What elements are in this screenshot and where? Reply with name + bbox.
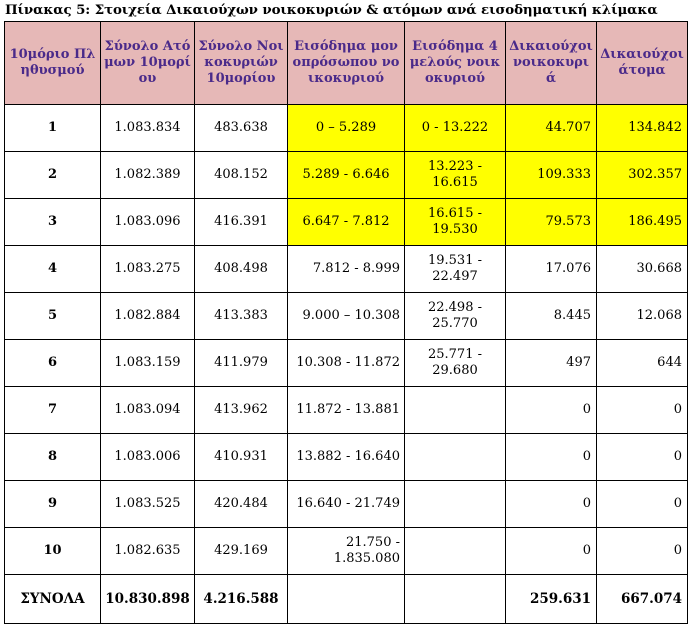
cell-persons: 1.083.525	[101, 481, 195, 528]
cell-income-single: 10.308 - 11.872	[288, 340, 405, 387]
totals-row	[5, 575, 688, 624]
cell-income-four: 22.498 - 25.770	[405, 293, 506, 340]
table-caption: Πίνακας 5: Στοιχεία Δικαιούχων νοικοκυριών & ατόμων ανά εισοδηματική κλίμακα	[5, 2, 658, 18]
cell-eligible-households: 0	[506, 387, 597, 434]
table-row	[5, 152, 688, 199]
cell-eligible-persons: 186.495	[597, 199, 688, 246]
cell-persons: 1.083.006	[101, 434, 195, 481]
table-row	[5, 340, 688, 387]
cell-eligible-households: 497	[506, 340, 597, 387]
beneficiaries-table	[4, 21, 688, 624]
table-row	[5, 481, 688, 528]
cell-income-single: 6.647 - 7.812	[288, 199, 405, 246]
cell-income-four: 19.531 - 22.497	[405, 246, 506, 293]
totals-label: ΣΥΝΟΛΑ	[5, 575, 101, 624]
cell-decile: 1	[5, 105, 101, 152]
cell-households: 416.391	[195, 199, 288, 246]
cell-income-four: 0 - 13.222	[405, 105, 506, 152]
cell-decile: 4	[5, 246, 101, 293]
table-row	[5, 246, 688, 293]
cell-households: 429.169	[195, 528, 288, 575]
cell-decile: 10	[5, 528, 101, 575]
cell-income-four	[405, 387, 506, 434]
cell-eligible-persons: 644	[597, 340, 688, 387]
header-eligible-persons: Δικαιούχοι άτομα	[597, 22, 688, 105]
cell-households: 411.979	[195, 340, 288, 387]
cell-eligible-persons: 30.668	[597, 246, 688, 293]
cell-eligible-households: 109.333	[506, 152, 597, 199]
cell-income-four	[405, 528, 506, 575]
totals-households: 4.216.588	[195, 575, 288, 624]
header-households: Σύνολο Νοικοκυριών 10μορίου	[195, 22, 288, 105]
cell-eligible-households: 79.573	[506, 199, 597, 246]
cell-income-single: 0 – 5.289	[288, 105, 405, 152]
totals-persons: 10.830.898	[101, 575, 195, 624]
cell-income-single: 9.000 – 10.308	[288, 293, 405, 340]
cell-eligible-households: 0	[506, 528, 597, 575]
cell-decile: 9	[5, 481, 101, 528]
cell-eligible-persons: 134.842	[597, 105, 688, 152]
cell-decile: 5	[5, 293, 101, 340]
cell-households: 408.152	[195, 152, 288, 199]
header-income-single: Εισόδημα μονοπρόσωπου νοικοκυριού	[288, 22, 405, 105]
cell-persons: 1.082.884	[101, 293, 195, 340]
table-row	[5, 199, 688, 246]
cell-income-four: 13.223 - 16.615	[405, 152, 506, 199]
table-row	[5, 387, 688, 434]
cell-income-single: 13.882 - 16.640	[288, 434, 405, 481]
cell-persons: 1.083.275	[101, 246, 195, 293]
cell-decile: 8	[5, 434, 101, 481]
cell-decile: 7	[5, 387, 101, 434]
header-decile: 10μόριο Πληθυσμού	[5, 22, 101, 105]
cell-eligible-persons: 12.068	[597, 293, 688, 340]
cell-income-four	[405, 434, 506, 481]
cell-persons: 1.082.635	[101, 528, 195, 575]
totals-eligible-persons: 667.074	[597, 575, 688, 624]
cell-income-single: 5.289 - 6.646	[288, 152, 405, 199]
cell-income-single: 21.750 - 1.835.080	[288, 528, 405, 575]
table-row	[5, 293, 688, 340]
cell-households: 483.638	[195, 105, 288, 152]
cell-decile: 2	[5, 152, 101, 199]
cell-income-single: 7.812 - 8.999	[288, 246, 405, 293]
totals-income-four	[405, 575, 506, 624]
header-row	[5, 22, 688, 105]
cell-decile: 6	[5, 340, 101, 387]
cell-persons: 1.083.096	[101, 199, 195, 246]
cell-eligible-persons: 302.357	[597, 152, 688, 199]
cell-persons: 1.083.094	[101, 387, 195, 434]
cell-persons: 1.082.389	[101, 152, 195, 199]
cell-income-four: 25.771 - 29.680	[405, 340, 506, 387]
cell-households: 413.383	[195, 293, 288, 340]
cell-persons: 1.083.159	[101, 340, 195, 387]
table-row	[5, 434, 688, 481]
cell-eligible-persons: 0	[597, 528, 688, 575]
cell-eligible-households: 8.445	[506, 293, 597, 340]
cell-households: 420.484	[195, 481, 288, 528]
cell-income-four: 16.615 - 19.530	[405, 199, 506, 246]
cell-households: 410.931	[195, 434, 288, 481]
table-row	[5, 105, 688, 152]
cell-households: 413.962	[195, 387, 288, 434]
header-eligible-households: Δικαιούχοι νοικοκυριά	[506, 22, 597, 105]
cell-eligible-households: 17.076	[506, 246, 597, 293]
cell-persons: 1.083.834	[101, 105, 195, 152]
table-row	[5, 528, 688, 575]
cell-eligible-households: 0	[506, 481, 597, 528]
cell-decile: 3	[5, 199, 101, 246]
cell-income-four	[405, 481, 506, 528]
header-income-four: Εισόδημα 4μελούς νοικοκυριού	[405, 22, 506, 105]
cell-eligible-persons: 0	[597, 387, 688, 434]
cell-eligible-persons: 0	[597, 481, 688, 528]
totals-eligible-households: 259.631	[506, 575, 597, 624]
cell-households: 408.498	[195, 246, 288, 293]
header-persons: Σύνολο Ατόμων 10μορίου	[101, 22, 195, 105]
cell-income-single: 16.640 - 21.749	[288, 481, 405, 528]
cell-eligible-persons: 0	[597, 434, 688, 481]
totals-income-single	[288, 575, 405, 624]
cell-eligible-households: 44.707	[506, 105, 597, 152]
cell-eligible-households: 0	[506, 434, 597, 481]
cell-income-single: 11.872 - 13.881	[288, 387, 405, 434]
